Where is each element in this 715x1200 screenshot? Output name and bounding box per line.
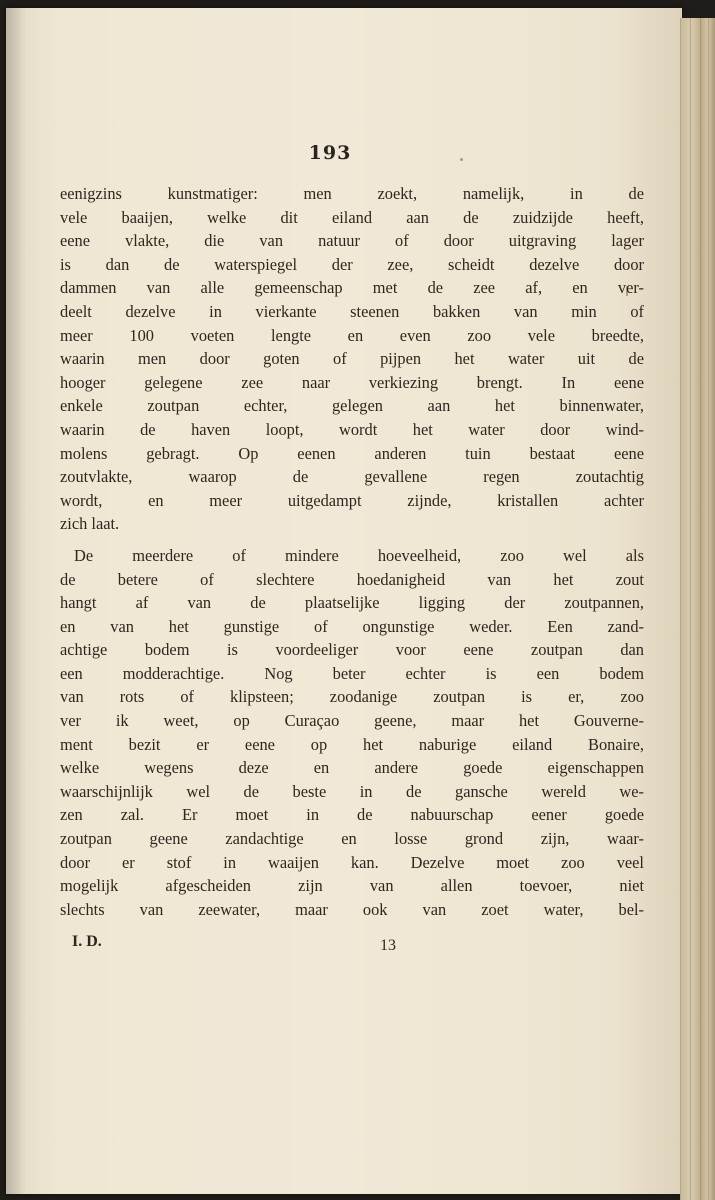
text-line: zoutvlakte, waarop de gevallene regen zoutachtig (60, 467, 644, 487)
text-line: door er stof in waaijen kan. Dezelve moet zoo veel (60, 852, 644, 872)
page-edge-line (700, 18, 701, 1200)
text-line: mogelijk afgescheiden zijn van allen toevoer, niet (60, 876, 644, 896)
text-line: dammen van alle gemeenschap met de zee af, en ver- (60, 278, 644, 298)
text-line: waarschijnlijk wel de beste in de gansche wereld we- (60, 781, 644, 801)
text-line: meer 100 voeten lengte en even zoo vele breedte, (60, 325, 644, 345)
text-line: ment bezit er eene op het naburige eiland Bonaire, (60, 734, 644, 754)
paragraph-1 (60, 182, 644, 536)
text-line: zoutpan geene zandachtige en losse grond zijn, waar- (60, 829, 644, 849)
text-line: vele baaijen, welke dit eiland aan de zuidzijde heeft, (60, 207, 644, 227)
text-line: eenigzins kunstmatiger: men zoekt, namelijk, in de (60, 184, 644, 203)
paragraph-gap (60, 536, 644, 544)
text-line: zen zal. Er moet in de nabuurschap eener goede (60, 805, 644, 825)
text-line: waarin de haven loopt, wordt het water door wind- (60, 419, 644, 439)
text-line: waarin men door goten of pijpen het water uit de (60, 349, 644, 369)
text-line: hangt af van de plaatselijke ligging der zoutpannen, (60, 593, 644, 613)
page-edge-line (690, 18, 691, 1200)
text-line: een modderachtige. Nog beter echter is een bodem (60, 663, 644, 683)
text-line: molens gebragt. Op eenen anderen tuin bestaat eene (60, 443, 644, 463)
page-edge-line (708, 18, 709, 1200)
paragraph-2 (60, 544, 644, 922)
sheet-number: 13 (380, 937, 396, 954)
text-line: hooger gelegene zee naar verkiezing brengt. In eene (60, 372, 644, 392)
text-line: De meerdere of mindere hoeveelheid, zoo wel als (74, 545, 644, 565)
text-line: slechts van zeewater, maar ook van zoet water, bel- (60, 899, 644, 919)
text-line: deelt dezelve in vierkante steenen bakken van min of (60, 301, 644, 321)
text-line: ver ik weet, op Curaçao geene, maar het Gouverne- (60, 711, 644, 731)
gutter-shadow (6, 8, 26, 1194)
text-line: achtige bodem is voordeeliger voor eene zoutpan dan (60, 640, 644, 660)
text-line: zich laat. (60, 514, 120, 534)
text-line: enkele zoutpan echter, gelegen aan het binnenwater, (60, 396, 644, 416)
text-line: welke wegens deze en andere goede eigenschappen (60, 758, 644, 778)
text-line: wordt, en meer uitgedampt zijnde, kristallen achter (60, 490, 644, 510)
text-line: is dan de waterspiegel der zee, scheidt dezelve door (60, 254, 644, 274)
text-line: van rots of klipsteen; zoodanige zoutpan is er, zoo (60, 687, 644, 707)
page-footer (0, 933, 715, 963)
page-edges (680, 18, 715, 1200)
signature-mark: I. D. (72, 933, 102, 950)
text-line: eene vlakte, die van natuur of door uitgraving lager (60, 231, 644, 251)
page-number: 193 (308, 142, 352, 164)
body-text (60, 182, 644, 921)
text-line: de betere of slechtere hoedanigheid van het zout (60, 569, 644, 589)
text-line: en van het gunstige of ongunstige weder. Een zand- (60, 616, 644, 636)
